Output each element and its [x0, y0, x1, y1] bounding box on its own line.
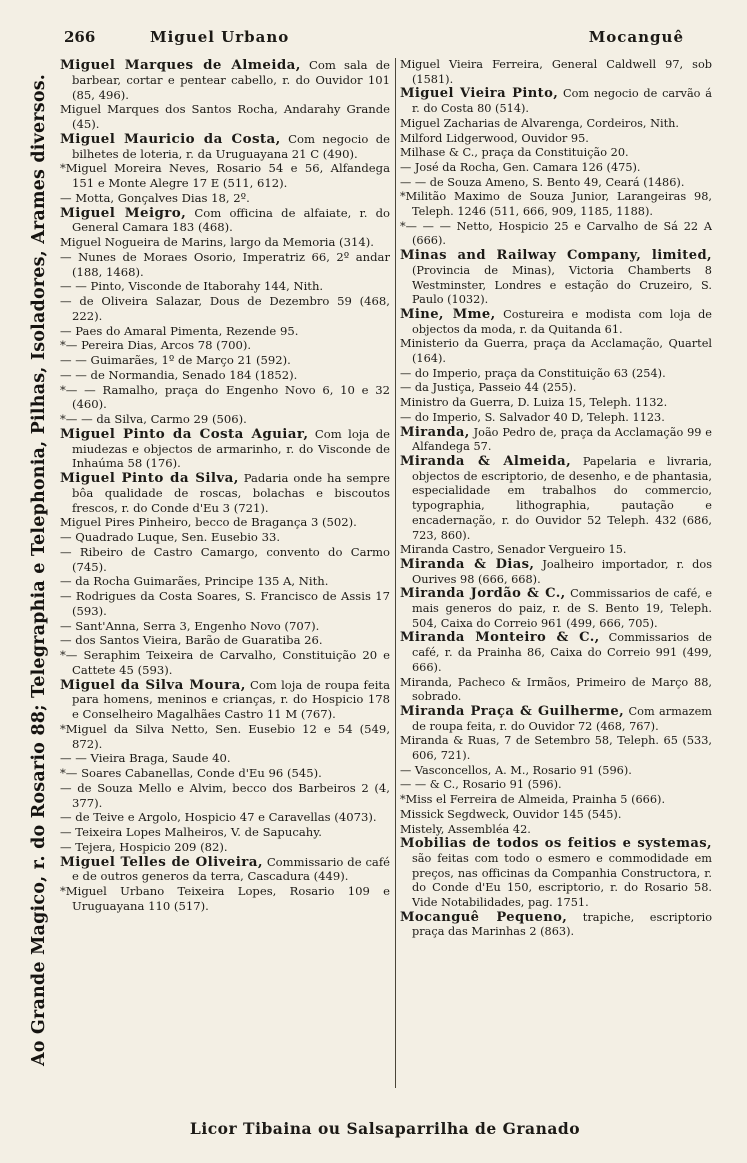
directory-entry [400, 176, 712, 191]
right-entry-list [400, 58, 712, 940]
page-number: 266 [64, 28, 96, 46]
entry-text: Com negocio de bilhetes de loteria, r. da Uruguayana 21 C (490). [72, 131, 390, 161]
directory-entry [60, 633, 390, 648]
directory-entry [400, 793, 712, 808]
directory-entry [60, 530, 390, 545]
directory-entry [60, 766, 390, 781]
entry-text: — Vasconcellos, A. M., Rosario 91 (596). [400, 763, 632, 777]
directory-entry [60, 751, 390, 766]
directory-entry [400, 337, 712, 366]
side-advertisement-text: Ao Grande Magico, r. do Rosario 88; Telegraphia e Telephonia, Pilhas, Isoladores, Arames diversos. [29, 73, 50, 1067]
directory-entry [60, 884, 390, 914]
header-right-title: Mocanguê [588, 28, 684, 46]
entry-text: — Paes do Amaral Pimenta, Rezende 95. [60, 323, 299, 338]
entry-text: — — & C., Rosario 91 (596). [400, 778, 562, 792]
entry-text: — dos Santos Vieira, Barão de Guaratiba 26. [60, 633, 323, 648]
entry-text: Commissario de café e de outros generos da terra, Cascadura (449). [72, 854, 390, 884]
entry-text: Com sala de barbear, cortar e pentear cabello, r. do Ouvidor 101 (85, 496). [72, 58, 390, 102]
page-header [62, 26, 712, 52]
directory-entry [60, 412, 390, 427]
entry-text: *Miss el Ferreira de Almeida, Prainha 5 (666). [400, 793, 666, 807]
entry-text: — Nunes de Moraes Osorio, Imperatriz 66, 2º andar (188, 1468). [60, 249, 390, 279]
left-column [60, 58, 390, 1093]
entry-text: Miranda Castro, Senador Vergueiro 15. [400, 543, 627, 557]
directory-entry [400, 837, 712, 911]
directory-entry [400, 367, 712, 382]
entry-text: Joalheiro importador, r. dos Ourives 98 (666, 668). [412, 557, 712, 586]
directory-entry [60, 191, 390, 206]
directory-entry [60, 589, 390, 619]
entry-text: Miguel Zacharias de Alvarenga, Cordeiros, Nith. [400, 116, 680, 130]
entry-text: *— — Ramalho, praça do Engenho Novo 6, 10 e 32 (460). [60, 382, 390, 412]
directory-entry [60, 102, 390, 132]
entry-text: João Pedro de, praça da Acclamação 99 e Alfandega 57. [412, 425, 712, 454]
directory-entry [400, 911, 712, 940]
directory-entry [60, 427, 390, 471]
footer-advertisement: Licor Tibaina ou Salsaparrilha de Granado [189, 1119, 581, 1138]
directory-entry [60, 235, 390, 250]
entry-text: — Rodrigues da Costa Soares, S. Francisco de Assis 17 (593). [60, 589, 390, 618]
entry-text: — Sant'Anna, Serra 3, Engenho Novo (707). [60, 618, 320, 633]
entry-text: Miguel Pires Pinheiro, becco de Bragança 3 (502). [60, 515, 357, 530]
directory-entry [400, 411, 712, 426]
directory-entry [60, 515, 390, 530]
entry-name: Miranda & Almeida, [400, 453, 572, 469]
entry-text: são feitas com todo o esmero e commodidade em preços, nas officinas da Companhia Constructora, r. do Conde d'Eu 150, escriptorio, r. do Rosario 58. Vide Notabilidades, pag. 1751. [412, 851, 712, 910]
directory-entry [60, 206, 390, 236]
directory-entry [60, 810, 390, 825]
entry-name: Miguel Pinto da Costa Aguiar, [60, 425, 309, 442]
directory-entry [60, 678, 390, 722]
directory-entry [60, 781, 390, 811]
directory-entry [60, 324, 390, 339]
directory-entry [400, 778, 712, 793]
entry-text: *Miguel Moreira Neves, Rosario 54 e 56, Alfandega 151 e Monte Alegre 17 E (511, 612). [60, 161, 390, 190]
directory-entry [400, 308, 712, 337]
directory-entry [400, 396, 712, 411]
directory-entry [400, 734, 712, 763]
entry-text: Commissarios de café, r. da Prainha 86, Caixa do Correio 991 (499, 666). [412, 631, 712, 674]
entry-text: trapiche, escriptorio praça das Marinhas 2 (863). [412, 910, 712, 939]
entry-text: (Provincia de Minas), Victoria Chamberts 8 Westminster, Londres e estação do Cruzeiro, S. Paulo (1032). [412, 263, 712, 307]
directory-entry [400, 190, 712, 219]
entry-text: — — de Souza Ameno, S. Bento 49, Ceará (1486). [400, 175, 685, 189]
directory-entry [60, 294, 390, 324]
entry-name: Miguel Telles de Oliveira, [60, 853, 263, 870]
directory-entry [400, 87, 712, 116]
entry-text: Com loja de miudezas e objectos de armarinho, r. do Visconde de Inhaúma 58 (176). [72, 426, 390, 471]
directory-entry [60, 338, 390, 353]
entry-text: — da Rocha Guimarães, Principe 135 A, Nith. [60, 574, 329, 589]
entry-text: Com officina de alfaiate, r. do General Camara 183 (468). [72, 205, 390, 235]
entry-name: Miguel Vieira Pinto, [400, 86, 559, 102]
entry-text: — do Imperio, S. Salvador 40 D, Teleph. 1123. [400, 410, 665, 424]
entry-text: Com negocio de carvão á r. do Costa 80 (514). [412, 87, 712, 116]
entry-name: Miranda, [400, 424, 470, 440]
left-entry-list [60, 58, 390, 914]
directory-entry [400, 117, 712, 132]
directory-entry [400, 676, 712, 705]
column-divider [395, 58, 396, 1088]
directory-entry [60, 619, 390, 634]
entry-name: Mobilias de todos os feitios e systemas, [400, 836, 712, 852]
entry-text: *Miguel Urbano Teixeira Lopes, Rosario 109 e Uruguayana 110 (517). [60, 884, 390, 913]
side-advertisement [22, 45, 56, 1095]
entry-text: *— — da Silva, Carmo 29 (506). [60, 412, 247, 426]
entry-name: Miranda Monteiro & C., [400, 630, 600, 646]
entry-name: Miguel Marques de Almeida, [60, 58, 301, 73]
entry-text: Padaria onde ha sempre bôa qualidade de roscas, bolachas e biscoutos frescos, r. do Conde d'Eu 3 (721). [72, 471, 390, 515]
entry-text: Miranda, Pacheco & Irmãos, Primeiro de Março 88, sobrado. [400, 675, 712, 704]
entry-text: Miranda & Ruas, 7 de Setembro 58, Teleph. 65 (533, 606, 721). [400, 734, 712, 763]
entry-name: Miranda Praça & Guilherme, [400, 703, 625, 719]
entry-text: Mistely, Assembléa 42. [400, 822, 531, 836]
entry-name: Miranda & Dias, [400, 556, 535, 572]
directory-entry [60, 161, 390, 191]
entry-text: — — Vieira Braga, Saude 40. [60, 751, 231, 766]
directory-entry [60, 545, 390, 575]
directory-entry [400, 161, 712, 176]
directory-entry [60, 58, 390, 102]
entry-text: — Tejera, Hospicio 209 (82). [60, 839, 228, 854]
entry-text: *— — — Netto, Hospicio 25 e Carvalho de Sá 22 A (666). [400, 219, 712, 248]
entry-text: — Motta, Gonçalves Dias 18, 2º. [60, 190, 250, 205]
directory-entry [60, 855, 390, 885]
directory-entry [400, 823, 712, 838]
entry-name: Miguel da Silva Moura, [60, 676, 246, 693]
entry-text: *— Soares Cabanellas, Conde d'Eu 96 (545). [60, 766, 322, 780]
entry-text: Missick Segdweck, Ouvidor 145 (545). [400, 807, 622, 821]
right-column [400, 58, 712, 1093]
directory-entry [60, 722, 390, 752]
entry-text: — Quadrado Luque, Sen. Eusebio 33. [60, 530, 281, 544]
directory-entry [60, 279, 390, 294]
entry-text: Miguel Nogueira de Marins, largo da Memoria (314). [60, 235, 374, 249]
directory-entry [60, 353, 390, 368]
directory-entry [400, 808, 712, 823]
header-left-title: Miguel Urbano [150, 28, 290, 46]
directory-entry [400, 132, 712, 147]
entry-name: Mocanguê Pequeno, [400, 909, 568, 925]
entry-text: *Militão Maximo de Souza Junior, Larangeiras 98, Teleph. 1246 (511, 666, 909, 1185, 1188). [400, 190, 712, 219]
directory-entry [400, 220, 712, 249]
entry-text: Com loja de roupa feita para homens, meninos e crianças, r. do Hospicio 178 e Conselheiro Magalhães Castro 11 M (767). [72, 677, 390, 721]
entry-text: Ministerio da Guerra, praça da Acclamação, Quartel (164). [400, 337, 712, 366]
directory-entry [400, 426, 712, 455]
entry-text: — — de Normandia, Senado 184 (1852). [60, 367, 298, 382]
entry-name: Miguel Meigro, [60, 204, 187, 221]
entry-text: Papelaria e livraria, objectos de escriptorio, de desenho, e de phantasia, especialidade em trabalhos do commercio, typographia, lithographia, pautação e encadernação, r. do Ouvidor 52 Teleph. 432 (686, 723, 860). [412, 454, 712, 542]
directory-entry [400, 764, 712, 779]
directory-entry [400, 249, 712, 308]
directory-entry [60, 383, 390, 413]
directory-entry [60, 840, 390, 855]
entry-text: — de Teive e Argolo, Hospicio 47 e Caravellas (4073). [60, 810, 377, 825]
directory-entry [400, 558, 712, 587]
directory-entry [400, 587, 712, 631]
entry-text: Com armazem de roupa feita, r. do Ouvidor 72 (468, 767). [412, 704, 712, 733]
entry-name: Mine, Mme, [400, 306, 496, 322]
entry-text: Ministro da Guerra, D. Luiza 15, Teleph. 1132. [400, 396, 668, 410]
directory-entry [400, 146, 712, 161]
entry-text: Costureira e modista com loja de objectos da moda, r. da Quitanda 61. [412, 307, 712, 336]
directory-entry [60, 574, 390, 589]
entry-text: Miguel Vieira Ferreira, General Caldwell 97, sob (1581). [400, 58, 712, 86]
entry-text: — da Justiça, Passeio 44 (255). [400, 381, 577, 395]
entry-text: — José da Rocha, Gen. Camara 126 (475). [400, 160, 641, 174]
entry-text: Commissarios de café, e mais generos do paiz, r. de S. Bento 19, Teleph. 504, Caixa do Correio 961 (499, 666, 705). [412, 587, 712, 630]
directory-entry [60, 471, 390, 515]
entry-text: — do Imperio, praça da Constituição 63 (254). [400, 366, 666, 380]
entry-text: *— Seraphim Teixeira de Carvalho, Constituição 20 e Cattete 45 (593). [60, 648, 390, 677]
directory-entry [400, 381, 712, 396]
entry-text: *Miguel da Silva Netto, Sen. Eusebio 12 e 54 (549, 872). [60, 721, 390, 751]
entry-text: — de Souza Mello e Alvim, becco dos Barbeiros 2 (4, 377). [60, 780, 390, 810]
entry-name: Miranda Jordão & C., [400, 586, 566, 602]
directory-entry [60, 250, 390, 280]
directory-entry [400, 631, 712, 675]
entry-text: Miguel Marques dos Santos Rocha, Andarahy Grande (45). [60, 102, 390, 131]
directory-entry [60, 132, 390, 162]
directory-entry [60, 368, 390, 383]
directory-entry [400, 58, 712, 87]
entry-name: Miguel Mauricio da Costa, [60, 130, 281, 147]
entry-text: — Teixeira Lopes Malheiros, V. de Sapucahy. [60, 825, 322, 839]
directory-entry [400, 455, 712, 543]
directory-entry [60, 825, 390, 840]
directory-entry [60, 648, 390, 678]
entry-text: — de Oliveira Salazar, Dous de Dezembro 59 (468, 222). [60, 294, 390, 323]
entry-text: — Ribeiro de Castro Camargo, convento do Carmo (745). [60, 544, 390, 574]
entry-text: Milford Lidgerwood, Ouvidor 95. [400, 131, 589, 145]
entry-text: *— Pereira Dias, Arcos 78 (700). [60, 338, 252, 353]
entry-name: Minas and Railway Company, limited, [400, 248, 712, 264]
entry-name: Miguel Pinto da Silva, [60, 470, 239, 486]
directory-entry [400, 705, 712, 734]
entry-text: Milhase & C., praça da Constituição 20. [400, 146, 629, 160]
entry-text: — — Pinto, Visconde de Itaborahy 144, Nith. [60, 279, 324, 294]
directory-entry [400, 543, 712, 558]
entry-text: — — Guimarães, 1º de Março 21 (592). [60, 353, 291, 367]
